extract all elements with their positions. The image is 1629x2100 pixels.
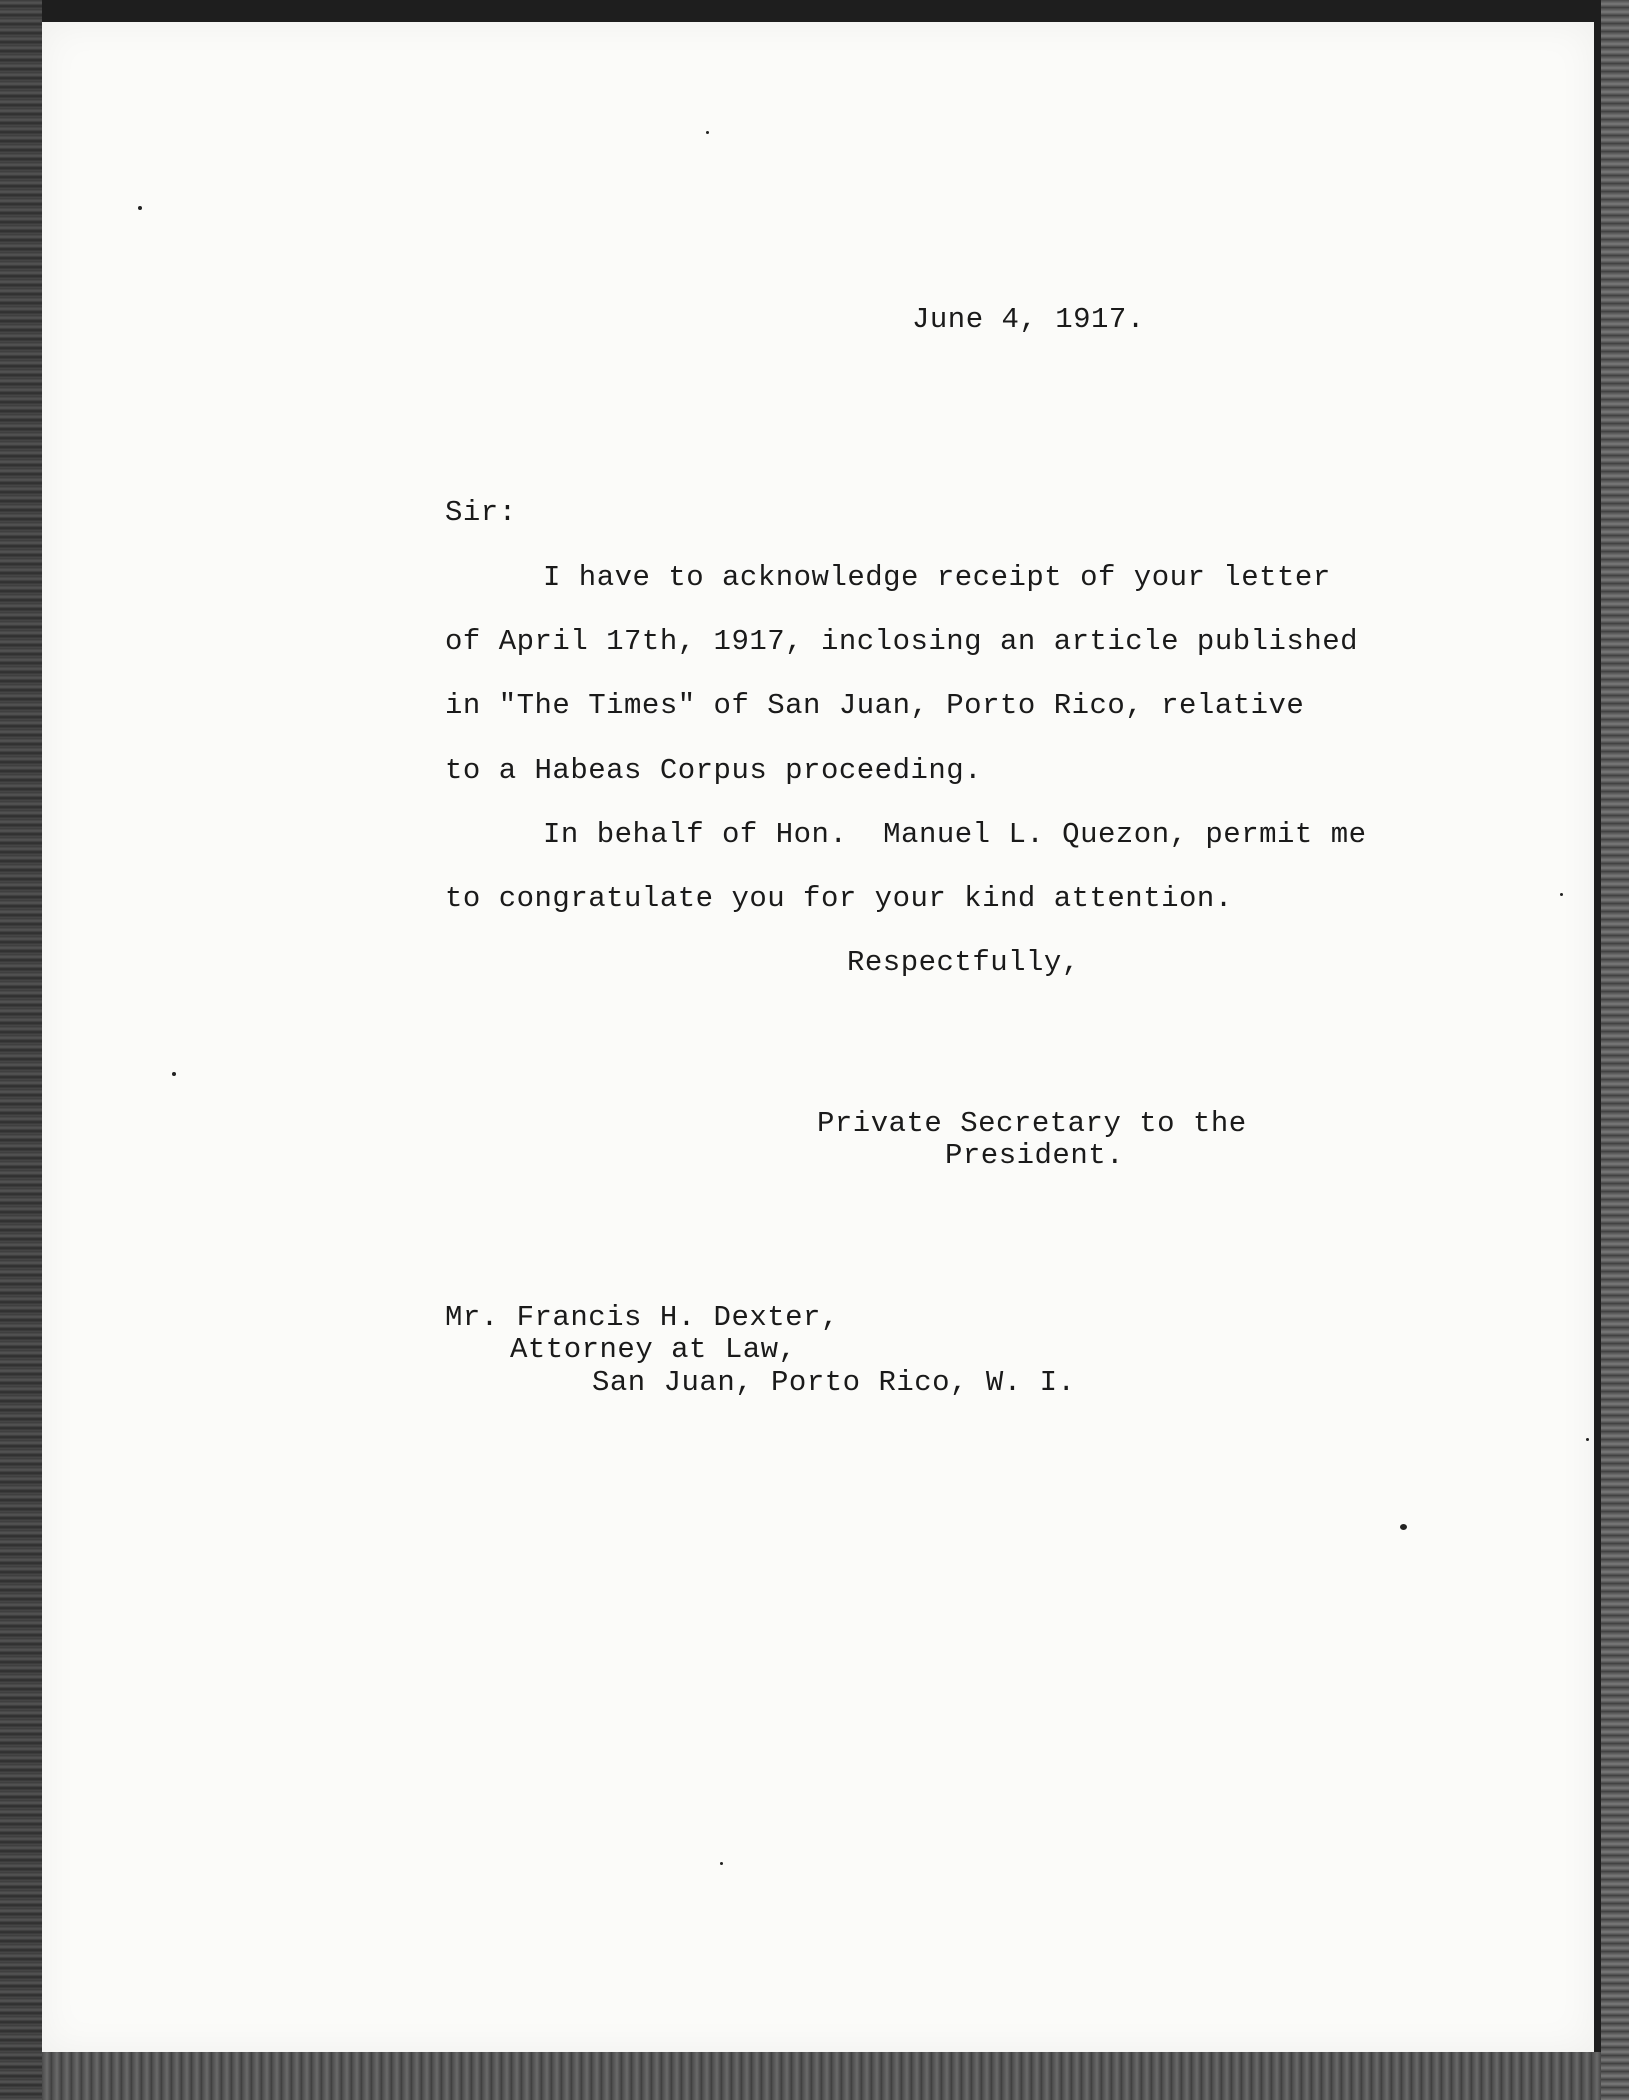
signature-line1: Private Secretary to the xyxy=(817,1107,1247,1140)
paragraph2-line2: to congratulate you for your kind attention. xyxy=(445,882,1233,915)
paragraph1-line1: I have to acknowledge receipt of your letter xyxy=(543,561,1331,594)
letter-date: June 4, 1917. xyxy=(912,303,1145,336)
scan-left-edge xyxy=(0,0,42,2100)
paragraph1-line3: in "The Times" of San Juan, Porto Rico, relative xyxy=(445,689,1305,722)
paragraph1-line2: of April 17th, 1917, inclosing an article published xyxy=(445,625,1359,658)
scan-speck xyxy=(706,131,709,134)
scan-speck xyxy=(1560,893,1563,896)
paragraph2-line1: In behalf of Hon. Manuel L. Quezon, permit me xyxy=(543,818,1367,851)
scan-bottom-edge xyxy=(42,2052,1601,2100)
address-line3: San Juan, Porto Rico, W. I. xyxy=(592,1366,1076,1399)
letter-paper xyxy=(42,22,1594,2052)
paragraph1-line4: to a Habeas Corpus proceeding. xyxy=(445,754,983,787)
scan-speck xyxy=(138,206,142,210)
address-line1: Mr. Francis H. Dexter, xyxy=(445,1301,839,1334)
scan-speck xyxy=(1586,1438,1589,1441)
scan-speck xyxy=(1400,1524,1407,1530)
scan-speck xyxy=(720,1862,723,1865)
signature-line2: President. xyxy=(945,1139,1125,1172)
scan-speck xyxy=(172,1072,176,1076)
address-line2: Attorney at Law, xyxy=(510,1333,797,1366)
letter-closing: Respectfully, xyxy=(847,946,1080,979)
scan-right-edge xyxy=(1601,0,1629,2100)
letter-salutation: Sir: xyxy=(445,496,517,529)
